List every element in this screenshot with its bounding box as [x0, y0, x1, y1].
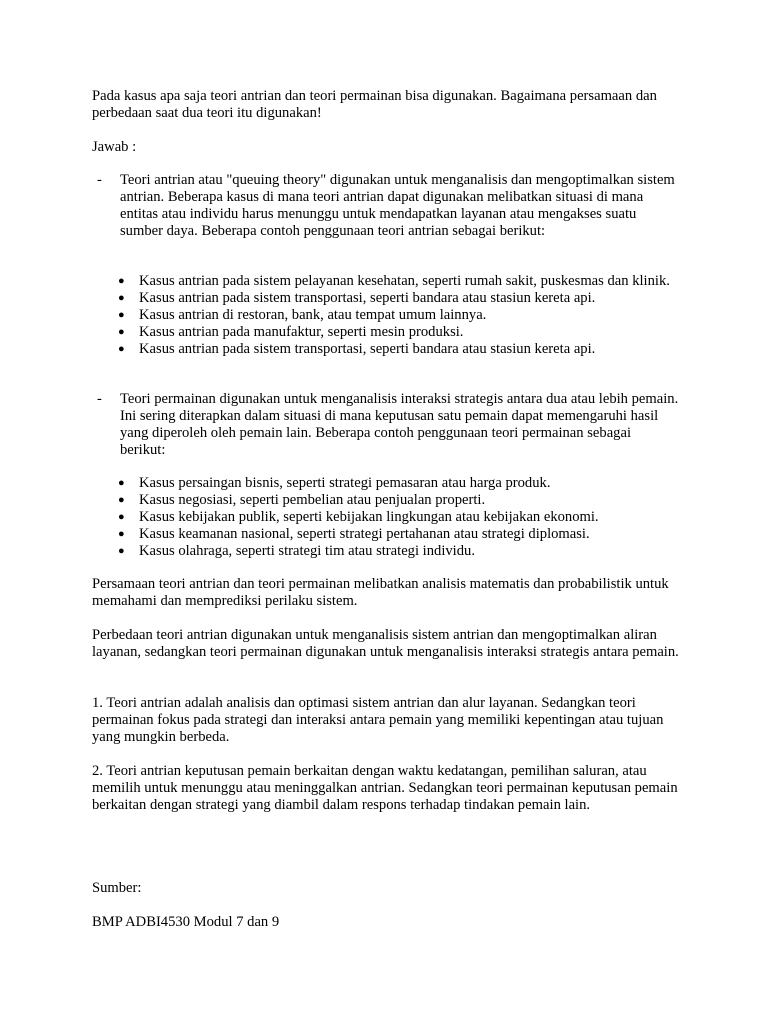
list-item-text: Kasus antrian pada sistem transportasi, seperti bandara atau stasiun kereta api.: [139, 290, 596, 306]
bullet-icon: ●: [118, 545, 125, 557]
list-item: [118, 273, 678, 290]
list-item-text: Kasus olahraga, seperti strategi tim atau strategi individu.: [139, 543, 475, 559]
list-item-text: Kasus kebijakan publik, seperti kebijakan lingkungan atau kebijakan ekonomi.: [139, 509, 599, 525]
section1-intro: Teori antrian atau "queuing theory" digunakan untuk menganalisis dan mengoptimalkan sistem antrian. Beberapa kasus di mana teori antrian dapat digunakan melibatkan situasi di mana entitas atau individu harus menunggu untuk mendapatkan layanan atau mengakses suatu sumber daya. Beberapa contoh penggunaan teori antrian sebagai berikut:: [120, 172, 675, 239]
list-item-text: Kasus keamanan nasional, seperti strategi pertahanan atau strategi diplomasi.: [139, 526, 590, 542]
list-item-text: Kasus antrian di restoran, bank, atau tempat umum lainnya.: [139, 307, 487, 323]
source-reference: BMP ADBI4530 Modul 7 dan 9: [92, 914, 280, 930]
bullet-icon: ●: [118, 477, 125, 489]
bullet-icon: ●: [118, 494, 125, 506]
bullet-icon: ●: [118, 275, 125, 287]
list-item: [118, 509, 678, 526]
list-item-text: Kasus antrian pada sistem transportasi, seperti bandara atau stasiun kereta api.: [139, 341, 596, 357]
list-item: [118, 290, 678, 307]
section2-intro: Teori permainan digunakan untuk menganalisis interaksi strategis antara dua atau lebih pemain. Ini sering diterapkan dalam situasi di mana keputusan satu pemain dapat memengaruhi hasil yang diperoleh oleh pemain lain. Beberapa contoh penggunaan teori permainan sebagai berikut:: [120, 391, 679, 458]
bullet-icon: ●: [118, 309, 125, 321]
difference-paragraph: Perbedaan teori antrian digunakan untuk menganalisis sistem antrian dan mengoptimalkan aliran layanan, sedangkan teori permainan digunakan untuk menganalisis interaksi strategis antara pemain.: [92, 627, 679, 660]
bullet-icon: ●: [118, 292, 125, 304]
source-label: Sumber:: [92, 880, 142, 896]
question-text: Pada kasus apa saja teori antrian dan teori permainan bisa digunakan. Bagaimana persamaan dan perbedaan saat dua teori itu digunakan!: [92, 88, 657, 121]
point-1-paragraph: 1. Teori antrian adalah analisis dan optimasi sistem antrian dan alur layanan. Sedangkan teori permainan fokus pada strategi dan interaksi antara pemain yang memiliki kepentingan atau tujuan yang mungkin berbeda.: [92, 695, 664, 745]
bullet-icon: ●: [118, 343, 125, 355]
list-item: [118, 307, 678, 324]
dash-marker: -: [97, 172, 102, 188]
bullet-icon: ●: [118, 326, 125, 338]
list-item: [118, 543, 678, 560]
dash-marker: -: [97, 391, 102, 407]
list-item: [118, 475, 678, 492]
list-item: [118, 341, 678, 358]
list-item: [118, 492, 678, 509]
answer-label: Jawab :: [92, 139, 137, 155]
list-item: [118, 324, 678, 341]
list-item-text: Kasus persaingan bisnis, seperti strategi pemasaran atau harga produk.: [139, 475, 551, 491]
similarity-paragraph: Persamaan teori antrian dan teori permainan melibatkan analisis matematis dan probabilistik untuk memahami dan memprediksi perilaku sistem.: [92, 576, 669, 609]
list-item-text: Kasus negosiasi, seperti pembelian atau penjualan properti.: [139, 492, 486, 508]
point-2-paragraph: 2. Teori antrian keputusan pemain berkaitan dengan waktu kedatangan, pemilihan saluran, atau memilih untuk menunggu atau meninggalkan antrian. Sedangkan teori permainan keputusan pemain berkaitan dengan strategi yang diambil dalam respons terhadap tindakan pemain lain.: [92, 763, 678, 813]
section1-list: [118, 273, 678, 358]
bullet-icon: ●: [118, 511, 125, 523]
list-item-text: Kasus antrian pada sistem pelayanan kesehatan, seperti rumah sakit, puskesmas dan klinik.: [139, 273, 670, 289]
section2-list: [118, 475, 678, 560]
list-item-text: Kasus antrian pada manufaktur, seperti mesin produksi.: [139, 324, 464, 340]
list-item: [118, 526, 678, 543]
bullet-icon: ●: [118, 528, 125, 540]
